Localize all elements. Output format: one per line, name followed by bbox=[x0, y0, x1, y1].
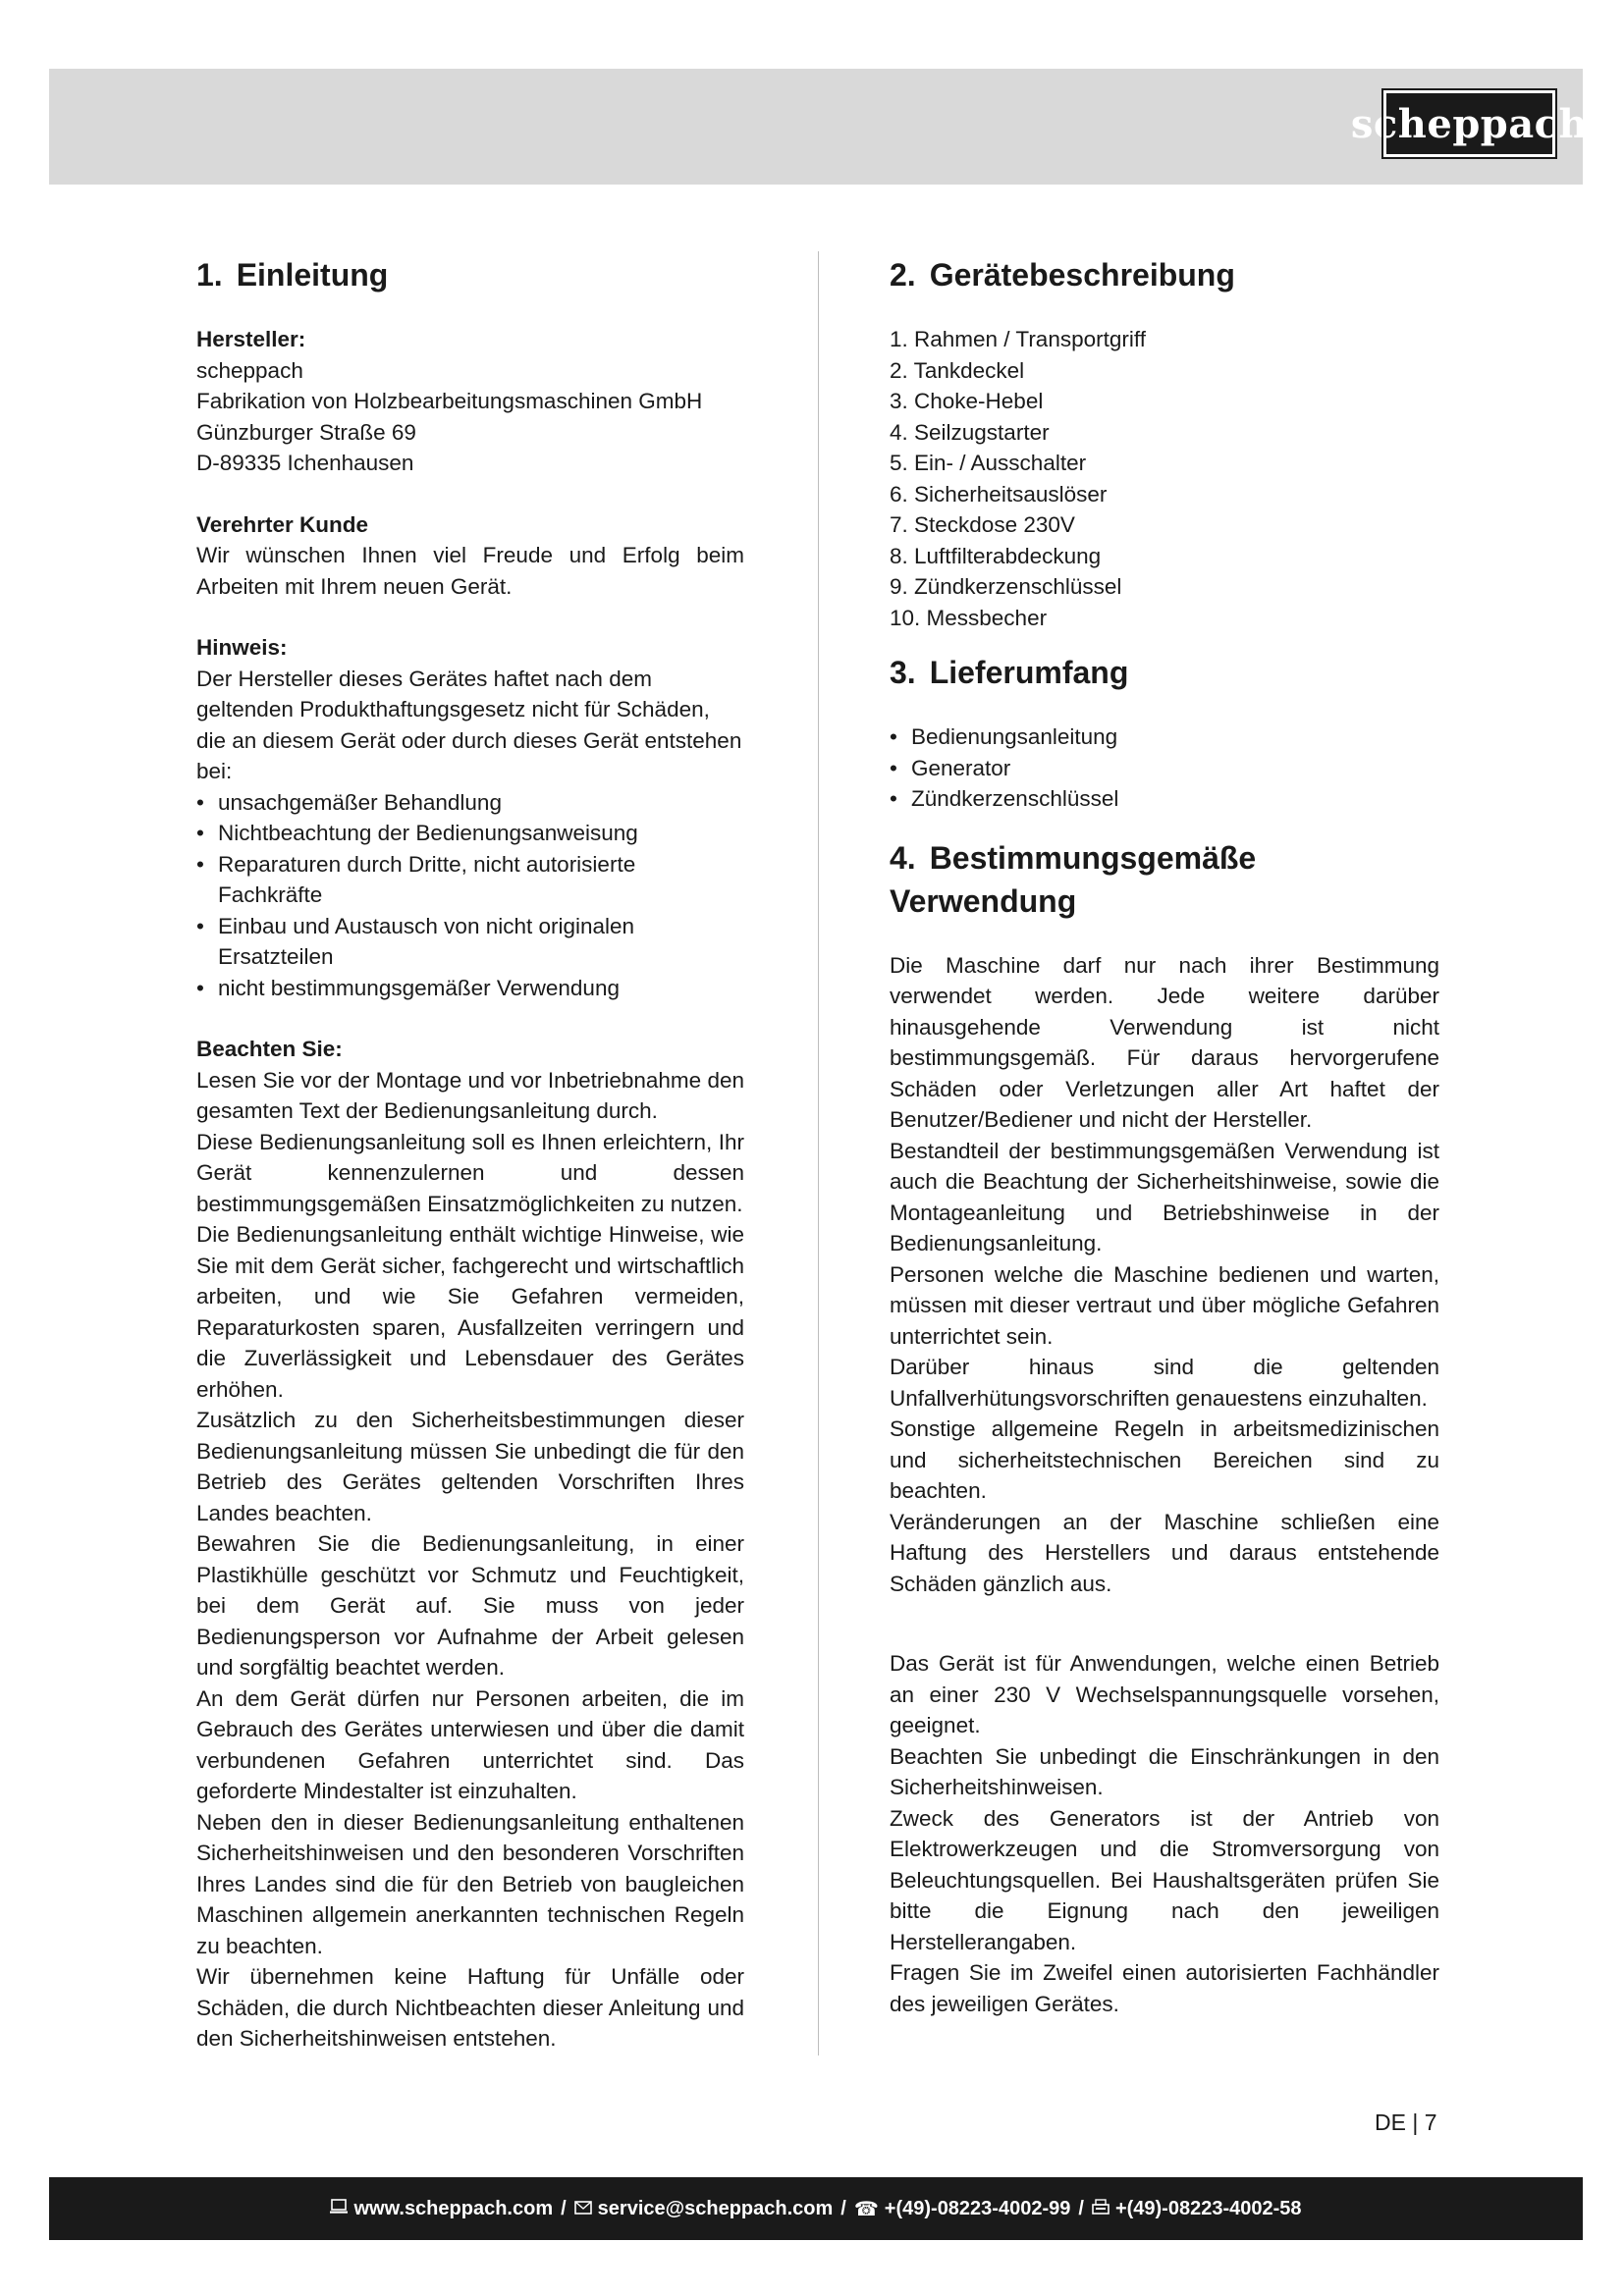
list-item: • Zündkerzenschlüssel bbox=[890, 783, 1439, 815]
list-item: • Reparaturen durch Dritte, nicht autorisierte Fachkräfte bbox=[196, 849, 744, 911]
header-band bbox=[49, 69, 1589, 185]
list-item: • Einbau und Austausch von nicht originalen Ersatzteilen bbox=[196, 911, 744, 973]
paragraph: Veränderungen an der Maschine schließen eine Haftung des Herstellers und daraus entstehende Schäden gänzlich aus. bbox=[890, 1509, 1439, 1596]
right-column bbox=[890, 253, 1439, 2019]
list-item: 4. Seilzugstarter bbox=[890, 419, 1050, 445]
paragraph: Fragen Sie im Zweifel einen autorisierten Fachhändler des jeweiligen Gerätes. bbox=[890, 1960, 1439, 2016]
paragraph: An dem Gerät dürfen nur Personen arbeiten, die im Gebrauch des Gerätes unterwiesen und über die damit verbundenen Gefahren unterrichtet sind. Das geforderte Mindestalter ist einzuhalten. bbox=[196, 1685, 744, 1803]
paragraph: Diese Bedienungsanleitung soll es Ihnen erleichtern, Ihr Gerät kennenzulernen und dessen bestimmungsgemäßen Einsatzmöglichkeiten zu nutzen. bbox=[196, 1129, 744, 1216]
paragraph: Die Maschine darf nur nach ihrer Bestimmung verwendet werden. Jede weitere darüber hinausgehende Verwendung ist nicht bestimmungsgemäß. Für daraus hervorgerufene Schäden oder Verletzungen aller Art haftet der Benutzer/Bediener und nicht der Hersteller. bbox=[890, 952, 1439, 1132]
hersteller-line: Günzburger Straße 69 bbox=[196, 419, 416, 445]
paragraph: Bewahren Sie die Bedienungsanleitung, in einer Plastikhülle geschützt vor Schmutz und Feuchtigkeit, bei dem Gerät auf. Sie muss von jeder Bedienungsperson vor Aufnahme der Arbeit gelesen und sorgfältig beachtet werden. bbox=[196, 1531, 744, 1680]
list-item: 9. Zündkerzenschlüssel bbox=[890, 574, 1122, 599]
footer-band: www.scheppach.com / service@scheppach.com / ☎ +(49)-08223-4002-99 / +(49)-08223-4002-58 bbox=[49, 2177, 1583, 2240]
list-item: • Generator bbox=[890, 753, 1439, 784]
scheppach-logo: scheppach bbox=[1383, 90, 1555, 157]
section-heading-einleitung: 1. Einleitung bbox=[196, 257, 389, 293]
section-heading-lieferumfang: 3. Lieferumfang bbox=[890, 655, 1129, 690]
list-item: 8. Luftfilterabdeckung bbox=[890, 543, 1102, 568]
kunde-text: Wir wünschen Ihnen viel Freude und Erfolg beim Arbeiten mit Ihrem neuen Gerät. bbox=[196, 543, 744, 599]
list-item: • Nichtbeachtung der Bedienungsanweisung bbox=[196, 818, 744, 849]
list-item: • nicht bestimmungsgemäßer Verwendung bbox=[196, 973, 744, 1004]
computer-icon bbox=[330, 2198, 348, 2220]
paragraph: Wir übernehmen keine Haftung für Unfälle oder Schäden, die durch Nichtbeachten dieser Anleitung und den Sicherheitshinweisen entstehen. bbox=[196, 1964, 744, 2051]
paragraph: Personen welche die Maschine bedienen und warten, müssen mit dieser vertraut und über mögliche Gefahren unterrichtet sein. bbox=[890, 1261, 1439, 1349]
paragraph: Das Gerät ist für Anwendungen, welche einen Betrieb an einer 230 V Wechselspannungsquelle vorsehen, geeignet. bbox=[890, 1651, 1439, 1737]
beachten-label: Beachten Sie: bbox=[196, 1037, 343, 1061]
footer-phone: +(49)-08223-4002-99 bbox=[884, 2197, 1071, 2219]
fax-icon bbox=[1092, 2198, 1110, 2220]
page-number: DE | 7 bbox=[1375, 2109, 1437, 2135]
column-divider bbox=[818, 251, 819, 2056]
list-item: 7. Steckdose 230V bbox=[890, 512, 1075, 537]
paragraph: Neben den in dieser Bedienungsanleitung enthaltenen Sicherheitshinweisen und den besonderen Vorschriften Ihres Landes sind die für den Betrieb von baugleichen Maschinen allgemein anerkannten technischen Regeln zu beachten. bbox=[196, 1809, 744, 1958]
list-item: 3. Choke-Hebel bbox=[890, 389, 1044, 413]
phone-icon: ☎ bbox=[853, 2198, 879, 2220]
section-heading-geraetebeschreibung: 2. Gerätebeschreibung bbox=[890, 257, 1235, 293]
parts-list bbox=[890, 324, 1439, 633]
list-item: 1. Rahmen / Transportgriff bbox=[890, 327, 1146, 351]
hersteller-line: scheppach bbox=[196, 357, 303, 383]
hinweis-text: Der Hersteller dieses Gerätes haftet nach dem geltenden Produkthaftungsgesetz nicht für Schäden, die an diesem Gerät oder durch dieses Gerät entstehen bei: bbox=[196, 666, 742, 783]
hinweis-list bbox=[196, 787, 744, 1004]
hersteller-label: Hersteller: bbox=[196, 327, 306, 351]
paragraph: Bestandteil der bestimmungsgemäßen Verwendung ist auch die Beachtung der Sicherheitshinweise, sowie die Montageanleitung und Betriebshinweise in der Bedienungsanleitung. bbox=[890, 1138, 1439, 1255]
paragraph: Zusätzlich zu den Sicherheitsbestimmungen dieser Bedienungsanleitung müssen Sie unbedingt die für den Betrieb des Gerätes geltenden Vorschriften Ihres Landes beachten. bbox=[196, 1408, 744, 1525]
footer-email-link[interactable]: service@scheppach.com bbox=[597, 2197, 834, 2219]
hinweis-label: Hinweis: bbox=[196, 635, 288, 660]
paragraph: Die Bedienungsanleitung enthält wichtige Hinweise, wie Sie mit dem Gerät sicher, fachgerecht und wirtschaftlich arbeiten, und wie Sie Gefahren vermeiden, Reparaturkosten sparen, Ausfallzeiten verringern und die Zuverlässigkeit und Lebensdauer des Gerätes erhöhen. bbox=[196, 1222, 744, 1402]
footer-fax: +(49)-08223-4002-58 bbox=[1114, 2197, 1302, 2219]
mail-icon bbox=[574, 2198, 592, 2220]
paragraph: Beachten Sie unbedingt die Einschränkungen in den Sicherheitshinweisen. bbox=[890, 1743, 1439, 1799]
delivery-list bbox=[890, 721, 1439, 815]
paragraph: Lesen Sie vor der Montage und vor Inbetriebnahme den gesamten Text der Bedienungsanleitung durch. bbox=[196, 1067, 744, 1123]
paragraph: Sonstige allgemeine Regeln in arbeitsmedizinischen und sicherheitstechnischen Bereichen sind zu beachten. bbox=[890, 1416, 1439, 1503]
paragraph: Darüber hinaus sind die geltenden Unfallverhütungsvorschriften genauestens einzuhalten. bbox=[890, 1355, 1439, 1411]
list-item: 5. Ein- / Ausschalter bbox=[890, 451, 1087, 475]
hersteller-line: D-89335 Ichenhausen bbox=[196, 451, 414, 475]
left-column bbox=[196, 253, 744, 2055]
list-item: • Bedienungsanleitung bbox=[890, 721, 1439, 753]
footer-website-link[interactable]: www.scheppach.com bbox=[353, 2197, 554, 2219]
section-heading-verwendung: 4. Bestimmungsgemäße Verwendung bbox=[890, 839, 1257, 919]
paragraph: Zweck des Generators ist der Antrieb von Elektrowerkzeugen und die Stromversorgung von Beleuchtungsquellen. Bei Haushaltsgeräten prüfen Sie bitte die Eignung nach den jeweiligen Herstellerangaben. bbox=[890, 1805, 1439, 1954]
list-item: • unsachgemäßer Behandlung bbox=[196, 787, 744, 819]
hersteller-line: Fabrikation von Holzbearbeitungsmaschinen GmbH bbox=[196, 389, 703, 413]
list-item: 10. Messbecher bbox=[890, 605, 1048, 630]
list-item: 6. Sicherheitsauslöser bbox=[890, 481, 1108, 507]
kunde-label: Verehrter Kunde bbox=[196, 511, 369, 537]
list-item: 2. Tankdeckel bbox=[890, 357, 1025, 383]
